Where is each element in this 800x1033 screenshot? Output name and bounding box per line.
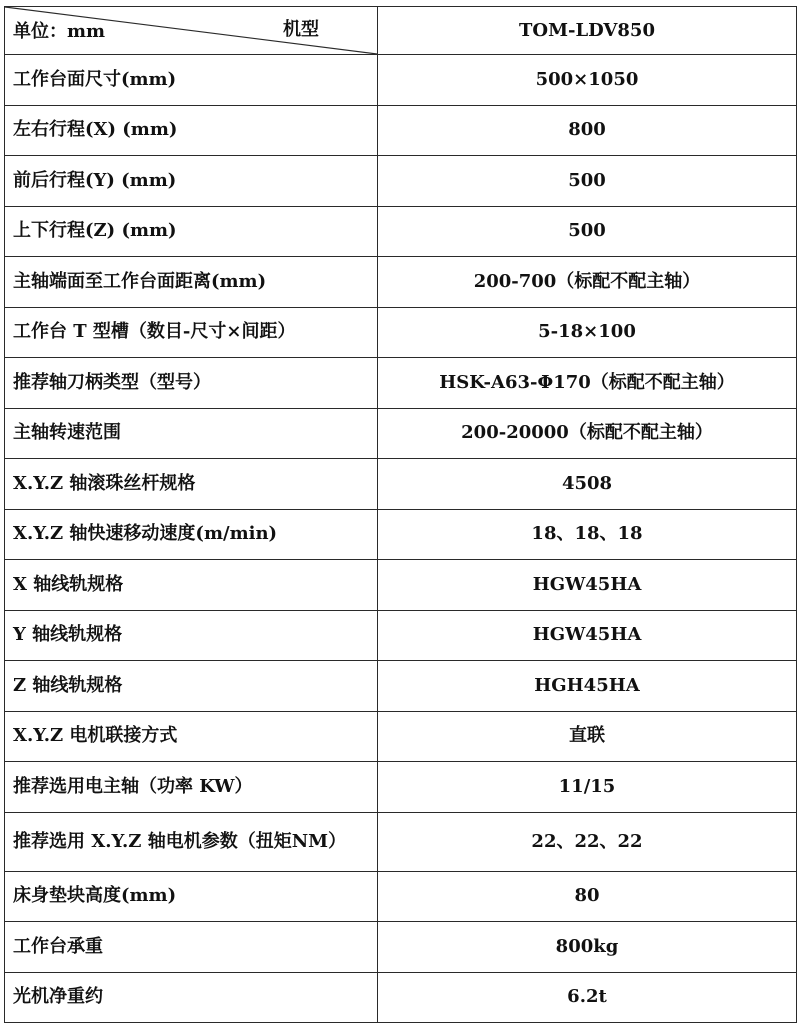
spec-label: 前后行程(Y) (mm) <box>5 156 378 207</box>
spec-value: 200-700（标配不配主轴） <box>378 257 797 308</box>
spec-label: X.Y.Z 轴滚珠丝杆规格 <box>5 459 378 510</box>
spec-value: 500 <box>378 156 797 207</box>
spec-label: 光机净重约 <box>5 972 378 1023</box>
table-row <box>5 812 797 871</box>
spec-value: 500×1050 <box>378 55 797 106</box>
spec-value: HGW45HA <box>378 610 797 661</box>
spec-value: HGW45HA <box>378 560 797 611</box>
spec-value: 18、18、18 <box>378 509 797 560</box>
table-row <box>5 560 797 611</box>
spec-label: 上下行程(Z) (mm) <box>5 206 378 257</box>
table-row <box>5 156 797 207</box>
header-diagonal-cell <box>5 7 378 55</box>
table-row <box>5 762 797 813</box>
table-row <box>5 459 797 510</box>
spec-value: HSK-A63-Φ170（标配不配主轴） <box>378 358 797 409</box>
spec-label: 左右行程(X) (mm) <box>5 105 378 156</box>
table-row <box>5 922 797 973</box>
table-row <box>5 509 797 560</box>
spec-value: 500 <box>378 206 797 257</box>
spec-label: X.Y.Z 电机联接方式 <box>5 711 378 762</box>
table-row <box>5 105 797 156</box>
spec-table <box>4 6 797 1023</box>
spec-label: X.Y.Z 轴快速移动速度(m/min) <box>5 509 378 560</box>
table-row <box>5 408 797 459</box>
spec-label: 推荐选用电主轴（功率 KW） <box>5 762 378 813</box>
table-row <box>5 257 797 308</box>
spec-label: 工作台 T 型槽（数目-尺寸×间距） <box>5 307 378 358</box>
header-row <box>5 7 797 55</box>
spec-label: 主轴转速范围 <box>5 408 378 459</box>
spec-value: 200-20000（标配不配主轴） <box>378 408 797 459</box>
spec-value: 80 <box>378 871 797 922</box>
model-value: TOM-LDV850 <box>378 7 797 55</box>
table-row <box>5 55 797 106</box>
spec-value: 800kg <box>378 922 797 973</box>
table-row <box>5 206 797 257</box>
spec-value: 直联 <box>378 711 797 762</box>
spec-label: 推荐轴刀柄类型（型号） <box>5 358 378 409</box>
spec-value: HGH45HA <box>378 661 797 712</box>
table-row <box>5 610 797 661</box>
spec-label: 工作台面尺寸(mm) <box>5 55 378 106</box>
spec-label: Y 轴线轨规格 <box>5 610 378 661</box>
unit-label: 单位：mm <box>13 21 106 42</box>
spec-value: 5-18×100 <box>378 307 797 358</box>
spec-label: 主轴端面至工作台面距离(mm) <box>5 257 378 308</box>
spec-value: 6.2t <box>378 972 797 1023</box>
spec-value: 22、22、22 <box>378 812 797 871</box>
spec-value: 11/15 <box>378 762 797 813</box>
table-row <box>5 358 797 409</box>
table-row <box>5 871 797 922</box>
spec-label: X 轴线轨规格 <box>5 560 378 611</box>
spec-label: 推荐选用 X.Y.Z 轴电机参数（扭矩NM） <box>5 812 378 871</box>
model-label: 机型 <box>283 19 319 40</box>
spec-label: 工作台承重 <box>5 922 378 973</box>
table-row <box>5 972 797 1023</box>
spec-value: 4508 <box>378 459 797 510</box>
table-row <box>5 661 797 712</box>
spec-label: 床身垫块高度(mm) <box>5 871 378 922</box>
table-row <box>5 711 797 762</box>
spec-label: Z 轴线轨规格 <box>5 661 378 712</box>
table-row <box>5 307 797 358</box>
spec-value: 800 <box>378 105 797 156</box>
